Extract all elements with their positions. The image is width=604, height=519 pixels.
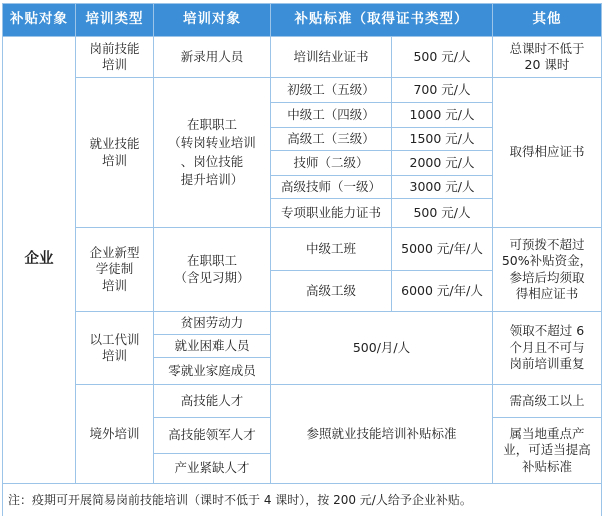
other-work-for-training: 领取不超过 6 个月且不可与 岗前培训重复 — [493, 312, 601, 384]
target-apprentice: 在职职工 （含见习期） — [154, 228, 270, 311]
header-other: 其他 — [493, 4, 601, 36]
amount-row: 2000 元/人 — [392, 151, 492, 175]
type-employment: 就业技能 培训 — [76, 78, 153, 227]
amount-apprentice: 5000 元/年/人 — [392, 228, 492, 270]
footnote: 注：疫期可开展简易岗前技能培训（课时不低于 4 课时），按 200 元/人给予企业补贴。 — [3, 484, 601, 518]
level-row: 中级工（四级） — [271, 103, 391, 127]
amount-row: 1500 元/人 — [392, 128, 492, 150]
other-overseas-top: 需高级工以上 — [493, 385, 601, 417]
level-row: 初级工（五级） — [271, 78, 391, 102]
other-overseas-bottom: 属当地重点产 业，可适当提高 补贴标准 — [493, 418, 601, 483]
amount-apprentice: 6000 元/年/人 — [392, 271, 492, 311]
target-work-for-training: 贫困劳动力 — [154, 312, 270, 334]
target-work-for-training: 就业困难人员 — [154, 335, 270, 357]
standard-overseas: 参照就业技能培训补贴标准 — [271, 385, 492, 483]
target-overseas: 高技能人才 — [154, 385, 270, 417]
other-pre-job: 总课时不低于 20 课时 — [493, 37, 601, 77]
other-employment: 取得相应证书 — [493, 78, 601, 227]
amount-pre-job: 500 元/人 — [392, 37, 492, 77]
target-work-for-training: 零就业家庭成员 — [154, 358, 270, 384]
target-pre-job: 新录用人员 — [154, 37, 270, 77]
level-row: 技师（二级） — [271, 151, 391, 175]
type-overseas: 境外培训 — [76, 385, 153, 483]
amount-row: 700 元/人 — [392, 78, 492, 102]
header-standard: 补贴标准（取得证书类型） — [271, 4, 492, 36]
header-training-target: 培训对象 — [154, 4, 270, 36]
standard-work-for-training: 500/月/人 — [271, 312, 492, 384]
target-overseas: 产业紧缺人才 — [154, 454, 270, 483]
amount-row: 3000 元/人 — [392, 176, 492, 198]
header-training-type: 培训类型 — [76, 4, 153, 36]
amount-row: 1000 元/人 — [392, 103, 492, 127]
header-subject: 补贴对象 — [3, 4, 75, 36]
amount-row: 500 元/人 — [392, 199, 492, 227]
level-row: 高级工（三级） — [271, 128, 391, 150]
level-apprentice: 中级工班 — [271, 228, 391, 270]
other-apprentice: 可预拨不超过 50%补贴资金， 参培后均须取 得相应证书 — [493, 228, 601, 311]
subject-enterprise: 企业 — [3, 37, 75, 483]
level-row: 高级技师（一级） — [271, 176, 391, 198]
level-apprentice: 高级工级 — [271, 271, 391, 311]
type-apprentice: 企业新型 学徒制 培训 — [76, 228, 153, 311]
target-employment: 在职职工 （转岗转业培训 、岗位技能 提升培训） — [154, 78, 270, 227]
target-overseas: 高技能领军人才 — [154, 418, 270, 453]
type-work-for-training: 以工代训 培训 — [76, 312, 153, 384]
certificate-pre-job: 培训结业证书 — [271, 37, 391, 77]
type-pre-job: 岗前技能 培训 — [76, 37, 153, 77]
level-row: 专项职业能力证书 — [271, 199, 391, 227]
subsidy-table — [2, 3, 602, 516]
